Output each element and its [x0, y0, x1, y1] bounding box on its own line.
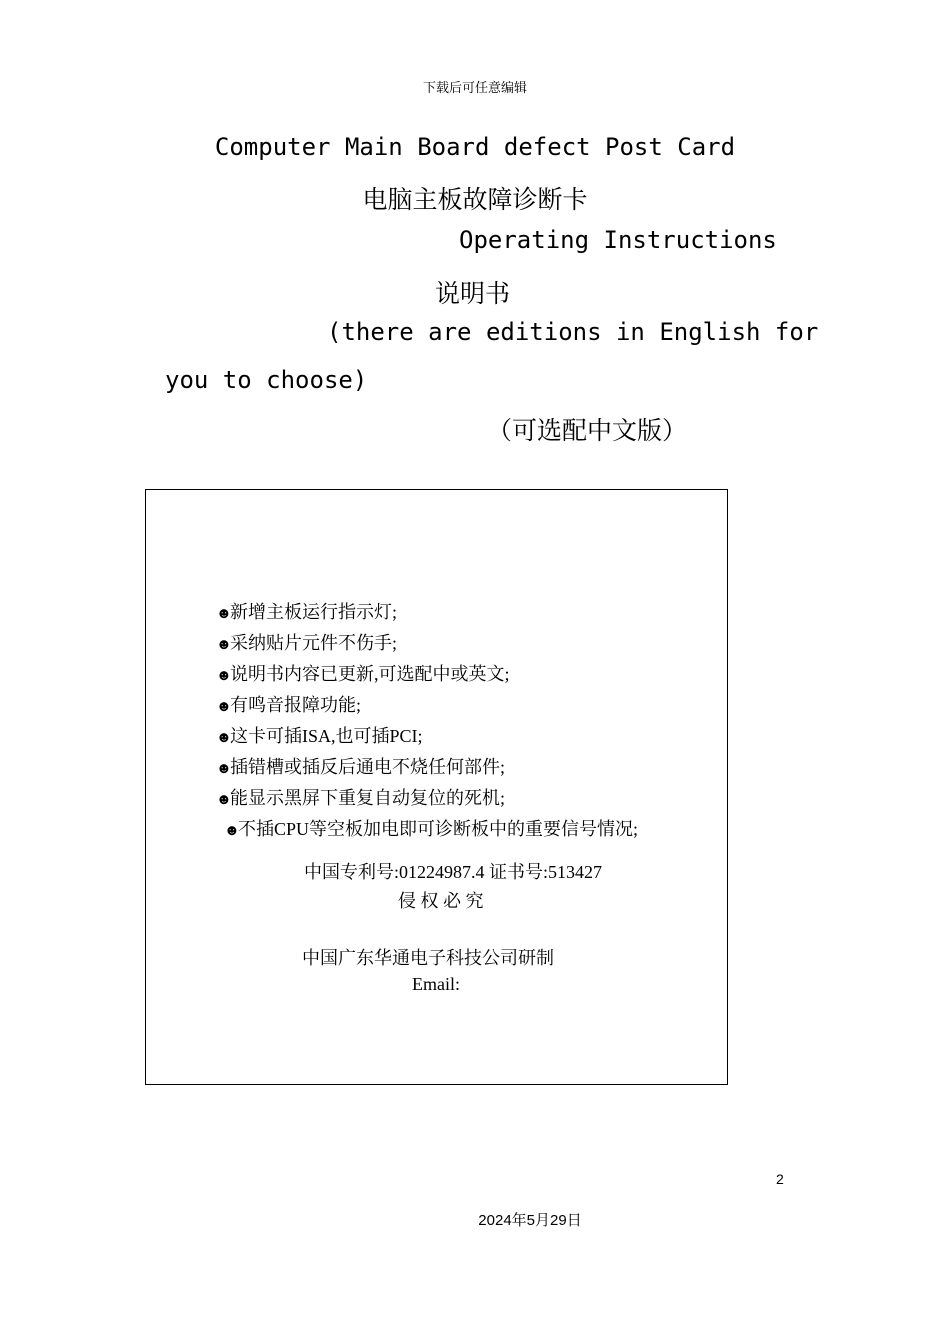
feature-list [216, 598, 638, 846]
feature-text: 有鸣音报障功能; [230, 695, 362, 715]
feature-item [216, 815, 638, 846]
rights-notice: 侵 权 必 究 [398, 891, 484, 911]
page-number: 2 [776, 1171, 784, 1187]
editions-note-chinese: （可选配中文版） [487, 416, 688, 445]
smiley-icon: ☻ [216, 730, 232, 746]
feature-item [216, 629, 638, 660]
patent-number: 中国专利号:01224987.4 证书号:513427 [304, 862, 603, 882]
editions-note-line1: (there are editions in English for [327, 318, 819, 346]
smiley-icon: ☻ [216, 761, 232, 777]
feature-text: 采纳贴片元件不伤手; [230, 633, 398, 653]
operating-instructions-chinese: 说明书 [435, 279, 511, 308]
feature-text: 能显示黑屏下重复自动复位的死机; [230, 788, 505, 808]
product-info-box [145, 489, 728, 1085]
smiley-icon: ☻ [224, 823, 240, 839]
editions-note-line2: you to choose) [165, 366, 368, 394]
manufacturer: 中国广东华通电子科技公司研制 [302, 948, 554, 968]
feature-text: 这卡可插ISA,也可插PCI; [230, 726, 423, 746]
feature-text: 插错槽或插反后通电不烧任何部件; [230, 757, 505, 777]
feature-item [216, 598, 638, 629]
header-note: 下载后可任意编辑 [422, 81, 527, 96]
feature-item [216, 660, 638, 691]
date-footer: 2024年5月29日 [478, 1212, 582, 1229]
feature-item [216, 784, 638, 815]
smiley-icon: ☻ [216, 637, 232, 653]
email-label: Email: [412, 974, 460, 994]
feature-text: 不插CPU等空板加电即可诊断板中的重要信号情况; [238, 819, 639, 839]
smiley-icon: ☻ [216, 699, 232, 715]
operating-instructions-english: Operating Instructions [459, 226, 777, 254]
title-chinese: 电脑主板故障诊断卡 [362, 185, 588, 214]
title-english: Computer Main Board defect Post Card [214, 133, 736, 161]
feature-item [216, 722, 638, 753]
feature-item [216, 691, 638, 722]
smiley-icon: ☻ [216, 792, 232, 808]
feature-item [216, 753, 638, 784]
feature-text: 新增主板运行指示灯; [230, 602, 398, 622]
feature-text: 说明书内容已更新,可选配中或英文; [230, 664, 510, 684]
smiley-icon: ☻ [216, 606, 232, 622]
smiley-icon: ☻ [216, 668, 232, 684]
